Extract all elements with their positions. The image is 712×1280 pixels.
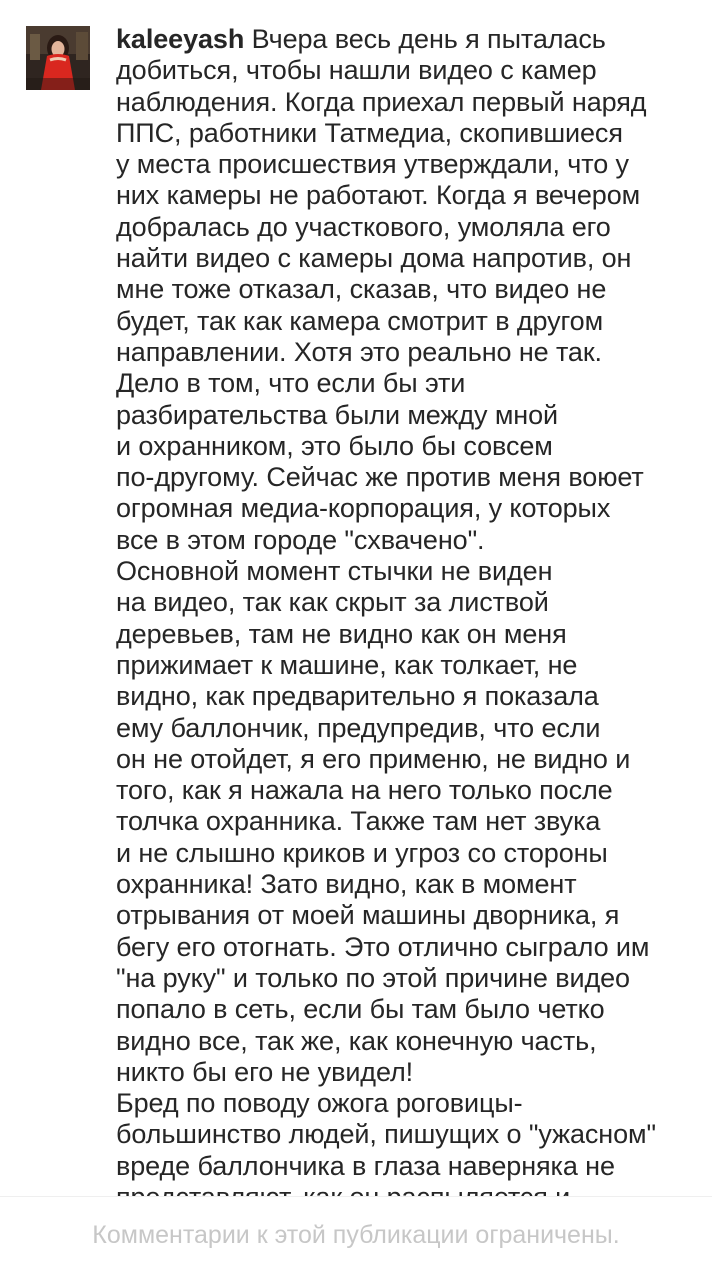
comment-line: будет, так как камера смотрит в другом [116, 305, 604, 336]
comment-line: на видео, так как скрыт за листвой [116, 587, 549, 618]
comment-line: деревьев, там не видно как он меня [116, 618, 567, 649]
comment-line: них камеры не работают. Когда я вечером [116, 180, 641, 211]
comment-line: прижимает к машине, как толкает, не [116, 649, 578, 680]
comment-line: наблюдения. Когда приехал первый наряд [116, 86, 647, 117]
comment-line: отрывания от моей машины дворника, я [116, 900, 620, 931]
comment-line: вреде баллончика в глаза наверняка не [116, 1150, 615, 1181]
comment-line-text: Вчера весь день я пыталась [251, 24, 606, 54]
comment-line: "на руку" и только по этой причине видео [116, 962, 630, 993]
comment-line: попало в сеть, если бы там было четко [116, 994, 605, 1025]
comment-line: того, как я нажала на него только после [116, 775, 613, 806]
username-link[interactable]: kaleeyash [116, 24, 245, 54]
comment-line: Бред по поводу ожога роговицы- [116, 1088, 523, 1119]
comment-line: он не отойдет, я его применю, не видно и [116, 743, 631, 774]
comment-line: мне тоже отказал, сказав, что видео не [116, 274, 607, 305]
comment-line: и охранником, это было бы совсем [116, 430, 553, 461]
comment-line: видно, как предварительно я показала [116, 681, 599, 712]
comment-line: толчка охранника. Также там нет звука [116, 806, 601, 837]
comments-disabled-notice: Комментарии к этой публикации ограничены. [92, 1221, 620, 1249]
comments-disabled-footer [0, 1197, 712, 1280]
avatar[interactable] [26, 26, 90, 90]
comment-line: огромная медиа-корпорация, у которых [116, 493, 611, 524]
avatar-photo-icon [26, 26, 90, 90]
comment-line: разбирательства были между мной [116, 399, 558, 430]
comment-line: у места происшествия утверждали, что у [116, 149, 629, 180]
comment-line: Дело в том, что если бы эти [116, 368, 466, 399]
comment-line-first [116, 24, 696, 55]
comment-line: ему баллончик, предупредив, что если [116, 712, 601, 743]
comment-line: и не слышно криков и угроз со стороны [116, 837, 608, 868]
comment-line: никто бы его не увидел! [116, 1056, 414, 1087]
comment-line: большинство людей, пишущих о "ужасном" [116, 1119, 656, 1150]
comment-line: добиться, чтобы нашли видео с камер [116, 55, 597, 86]
comment-line: добралась до участкового, умоляла его [116, 211, 611, 242]
comment-line: по-другому. Сейчас же против меня воюет [116, 462, 644, 493]
comment-line: найти видео с камеры дома напротив, он [116, 243, 632, 274]
comment-line: охранника! Зато видно, как в момент [116, 869, 577, 900]
comment-text [116, 24, 696, 1213]
comment-line: направлении. Хотя это реально не так. [116, 336, 602, 367]
comment-line: ППС, работники Татмедиа, скопившиеся [116, 117, 623, 148]
comment-line: видно все, так же, как конечную часть, [116, 1025, 597, 1056]
comment-line: Основной момент стычки не виден [116, 556, 553, 587]
comment-line: все в этом городе "схвачено". [116, 524, 485, 555]
comment-line: бегу его отогнать. Это отлично сыграло им [116, 931, 650, 962]
